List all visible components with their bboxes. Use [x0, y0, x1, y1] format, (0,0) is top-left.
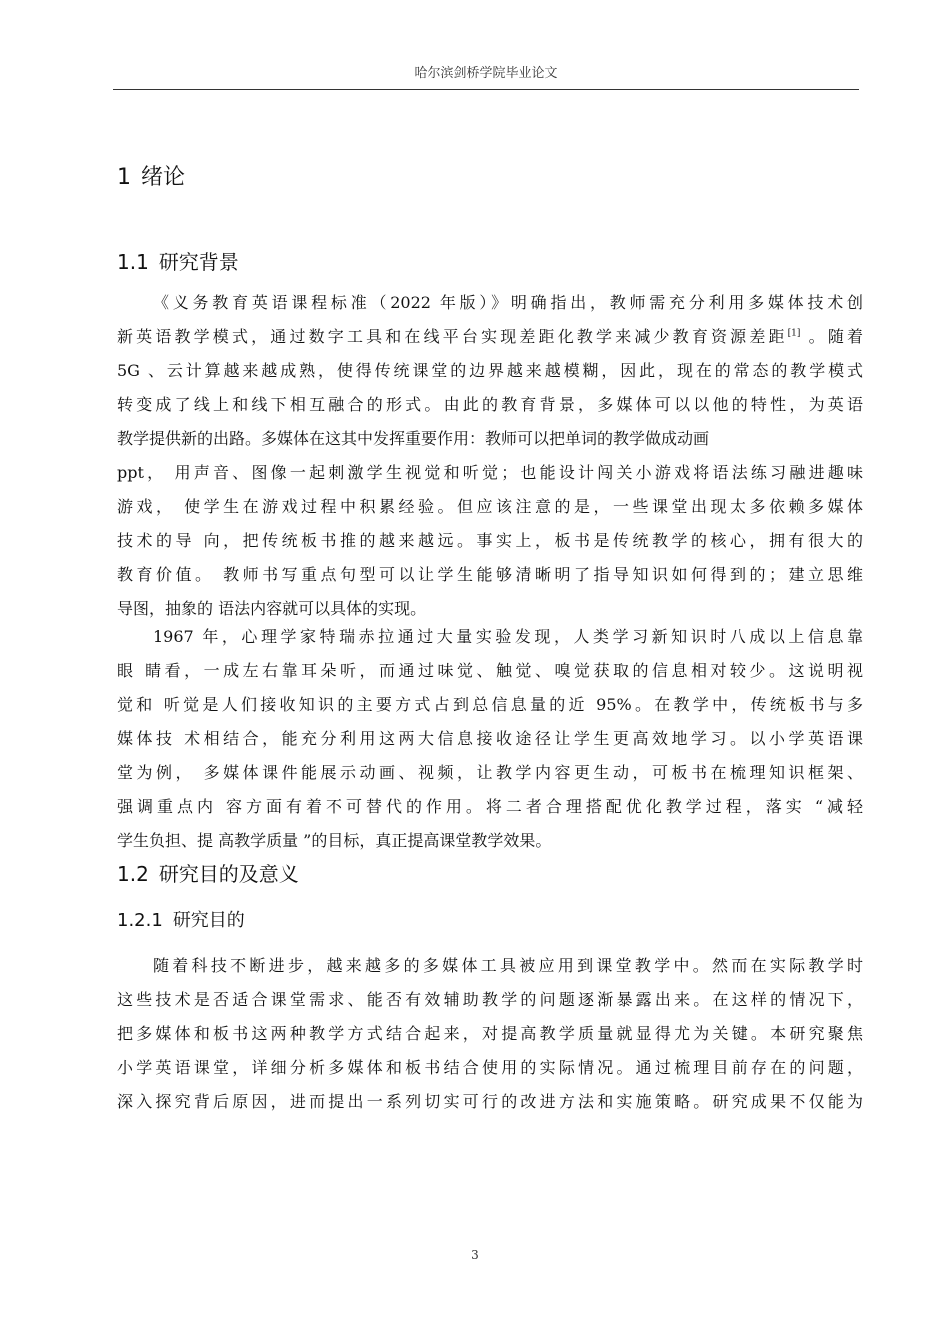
text-line: 堂为例， 多媒体课件能展示动画、视频，让教学内容更生动，可板书在梳理知识框架、 — [117, 763, 863, 782]
subsection-title: 研究目的 — [172, 910, 245, 931]
section-number: 1.1 — [117, 250, 149, 274]
text-line-content: 新英语教学模式，通过数字工具和在线平台实现差距化教学来减少教育资源差距 — [117, 327, 788, 346]
subsection-heading-1-2-1 — [117, 906, 245, 936]
text-line: 教学提供新的出路。多媒体在这其中发挥重要作用：教师可以把单词的教学做成动画 — [117, 429, 710, 448]
text-line: 强调重点内 容方面有着不可替代的作用。将二者合理搭配优化教学过程，落实 “减轻 — [117, 797, 863, 816]
chapter-number: 1 — [117, 165, 131, 190]
paragraph-research-background-2 — [117, 620, 863, 858]
text-line: 转变成了线上和线下相互融合的形式。由此的教育背景，多媒体可以以他的特性，为英语 — [117, 395, 863, 414]
text-line: 把多媒体和板书这两种教学方式结合起来，对提高教学质量就显得尤为关键。本研究聚焦 — [117, 1024, 863, 1043]
text-line-content: 。随着 — [800, 327, 863, 346]
chapter-heading — [117, 160, 185, 196]
text-line: 教育价值。 教师书写重点句型可以让学生能够清晰明了指导知识如何得到的；建立思维 — [117, 565, 863, 584]
text-line: 学生负担、提 高教学质量 ”的目标，真正提高课堂教学效果。 — [117, 831, 552, 850]
text-line: 媒体技 术相结合，能充分利用这两大信息接收途径让学生更高效地学习。以小学英语课 — [117, 729, 863, 748]
section-heading-1-2 — [117, 858, 299, 890]
paragraph-research-background-1 — [117, 286, 863, 626]
page-number: 3 — [471, 1248, 479, 1262]
paragraph-research-purpose — [117, 949, 863, 1119]
section-number: 1.2 — [117, 862, 149, 886]
section-heading-1-1 — [117, 246, 239, 278]
text-line — [117, 320, 863, 354]
citation-marker: [1] — [787, 328, 801, 339]
section-title: 研究目的及意义 — [158, 862, 299, 886]
text-line: 《义务教育英语课程标准（2022 年版）》明确指出，教师需充分利用多媒体技术创 — [153, 293, 863, 312]
text-line: 5G 、云计算越来越成熟，使得传统课堂的边界越来越模糊，因此，现在的常态的教学模式 — [117, 361, 863, 380]
text-line: 深入探究背后原因，进而提出一系列切实可行的改进方法和实施策略。研究成果不仅能为 — [117, 1092, 863, 1111]
text-line: 游戏， 使学生在游戏过程中积累经验。但应该注意的是，一些课堂出现太多依赖多媒体 — [117, 497, 863, 516]
text-line: 1967 年，心理学家特瑞赤拉通过大量实验发现，人类学习新知识时八成以上信息靠 — [153, 627, 863, 646]
text-line: 技术的导 向，把传统板书推的越来越远。事实上，板书是传统教学的核心，拥有很大的 — [117, 531, 863, 550]
text-line: 这些技术是否适合课堂需求、能否有效辅助教学的问题逐渐暴露出来。在这样的情况下， — [117, 990, 863, 1009]
section-title: 研究背景 — [158, 250, 239, 274]
text-line: 导图，抽象的 语法内容就可以具体的实现。 — [117, 599, 427, 618]
text-line: 小学英语课堂，详细分析多媒体和板书结合使用的实际情况。通过梳理目前存在的问题， — [117, 1058, 863, 1077]
chapter-title: 绪论 — [141, 165, 186, 190]
text-line: 眼 睛看，一成左右靠耳朵听，而通过味觉、触觉、嗅觉获取的信息相对较少。这说明视 — [117, 661, 863, 680]
running-header: 哈尔滨剑桥学院毕业论文 — [113, 64, 859, 90]
text-line: ppt， 用声音、图像一起刺激学生视觉和听觉；也能设计闯关小游戏将语法练习融进趣味 — [117, 463, 863, 482]
text-line: 随着科技不断进步，越来越多的多媒体工具被应用到课堂教学中。然而在实际教学时 — [153, 956, 863, 975]
subsection-number: 1.2.1 — [117, 910, 163, 931]
text-line: 觉和 听觉是人们接收知识的主要方式占到总信息量的近 95%。在教学中，传统板书与多 — [117, 695, 863, 714]
